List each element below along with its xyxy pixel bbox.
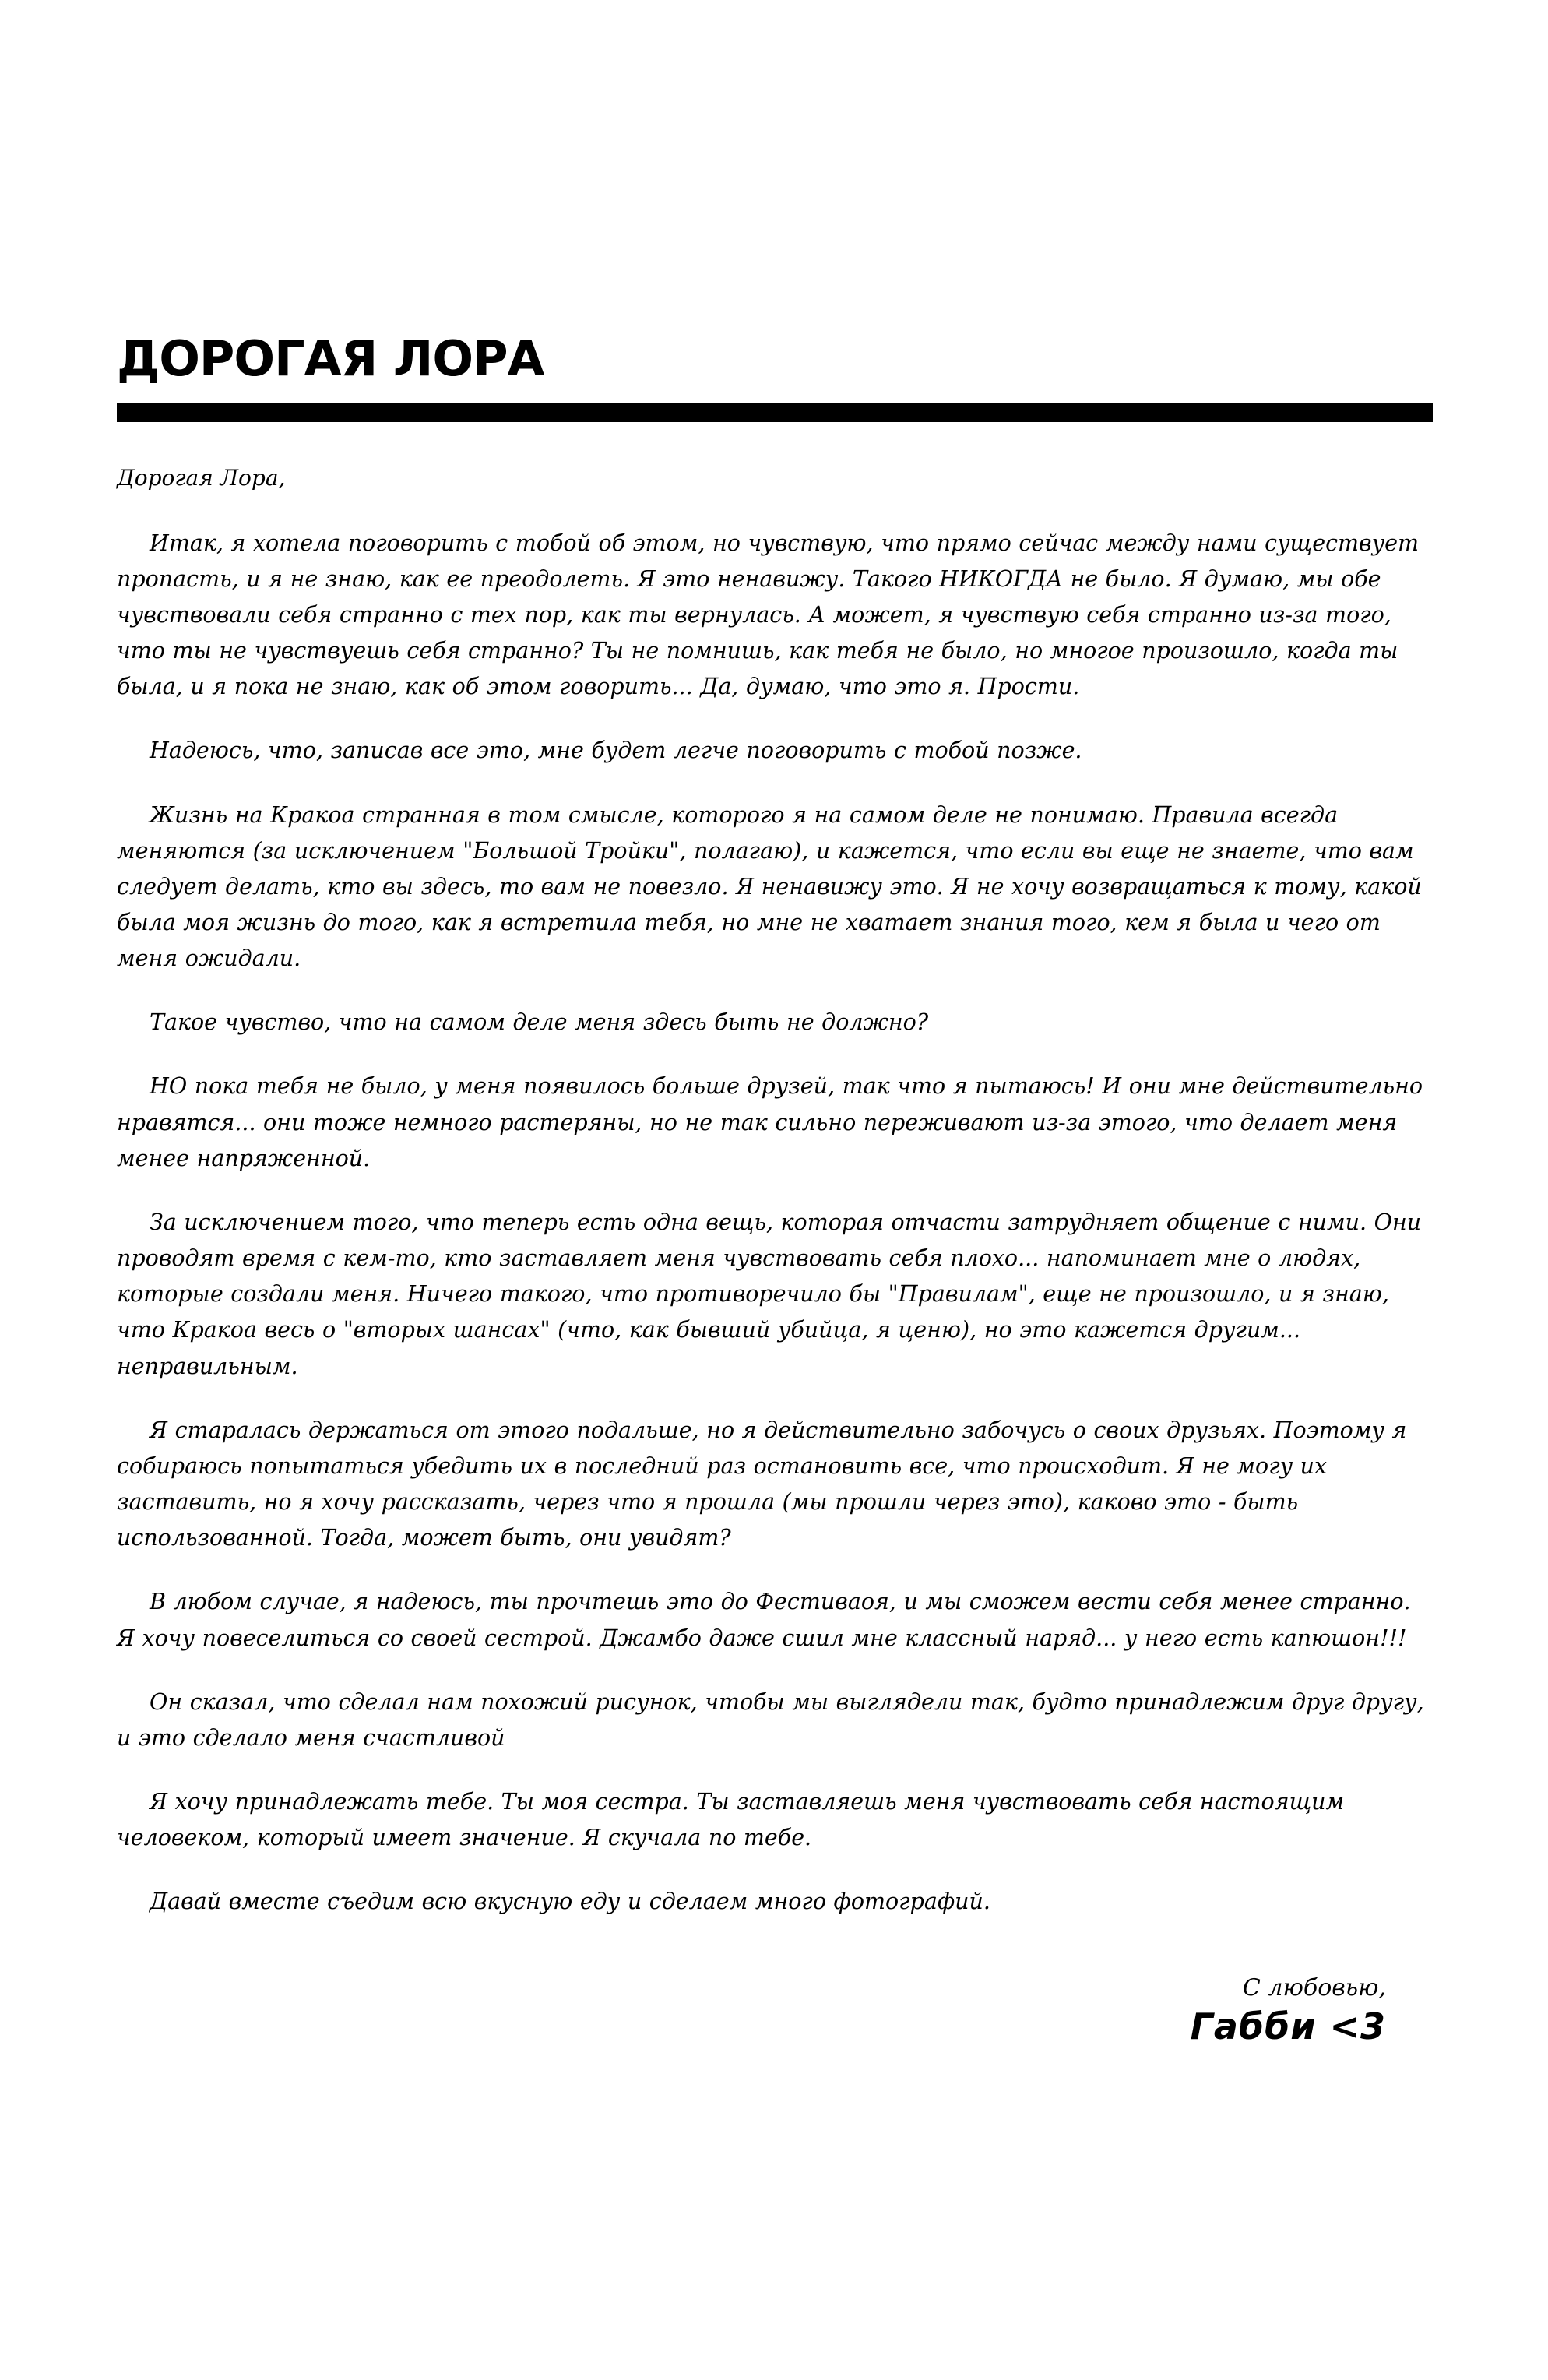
signoff-name: Габби <3 [1190, 2005, 1386, 2048]
letter-paragraph: Такое чувство, что на самом деле меня здесь быть не должно? [150, 1009, 929, 1036]
letter-paragraph: Жизнь на Кракоа странная в том смысле, которого я на самом деле не понимаю. Правила всегда меняются (за исключением "Большой Тройки", полагаю), и кажется, что если вы еще не знаете, что вам следует делать, кто вы здесь, то вам не повезло. Я ненавижу это. Я не хочу возвращаться к тому, какой была моя жизнь до того, как я встретила тебя, но мне не хватает знания того, кем я была и чего от меня ожидали. [117, 801, 1422, 972]
letter-paragraph: Надеюсь, что, записав все это, мне будет легче поговорить с тобой позже. [150, 738, 1082, 764]
title-divider [117, 403, 1433, 422]
page-title: ДОРОГАЯ ЛОРА [117, 330, 544, 387]
letter-paragraph: В любом случае, я надеюсь, ты прочтешь это до Фестиваоя, и мы сможем вести себя менее странно. Я хочу повеселиться со своей сестрой. Джамбо даже сшил мне классный наряд... у него есть капюшон!!! [117, 1589, 1411, 1651]
letter-content [117, 330, 1433, 2048]
signoff-closing: С любовью, [1242, 1974, 1386, 2002]
letter-signoff [117, 1974, 1433, 2047]
letter-paragraph: Я хочу принадлежать тебе. Ты моя сестра. Ты заставляешь меня чувствовать себя настоящим человеком, который имеет значение. Я скучала по тебе. [117, 1788, 1345, 1851]
letter-salutation: Дорогая Лора, [117, 465, 286, 491]
letter-paragraph: Итак, я хотела поговорить с тобой об этом, но чувствую, что прямо сейчас между нами существует пропасть, и я не знаю, как ее преодолеть. Я это ненавижу. Такого НИКОГДА не было. Я думаю, мы обе чувствовали себя странно с тех пор, как ты вернулась. А может, я чувствую себя странно из-за того, что ты не чувствуешь себя странно? Ты не помнишь, как тебя не было, но многое произошло, когда ты была, и я пока не знаю, как об этом говорить... Да, думаю, что это я. Прости. [117, 530, 1420, 700]
letter-paragraph: НО пока тебя не было, у меня появилось больше друзей, так что я пытаюсь! И они мне действительно нравятся... они тоже немного растеряны, но не так сильно переживают из-за этого, что делает меня менее напряженной. [117, 1073, 1423, 1171]
letter-paragraph: Я старалась держаться от этого подальше, но я действительно забочусь о своих друзьях. Поэтому я собираюсь попытаться убедить их в последний раз остановить все, что происходит. Я не могу их заставить, но я хочу рассказать, через что я прошла (мы прошли через это), каково это - быть использованной. Тогда, может быть, они увидят? [117, 1417, 1407, 1551]
letter-paragraph: За исключением того, что теперь есть одна вещь, которая отчасти затрудняет общение с ними. Они проводят время с кем-то, кто заставляет меня чувствовать себя плохо... напоминает мне о людях, которые создали меня. Ничего такого, что противоречило бы "Правилам", еще не произошло, и я знаю, что Кракоа весь о "вторых шансах" (что, как бывший убийца, я ценю), но это кажется другим... неправильным. [117, 1209, 1422, 1379]
letter-paragraph: Он сказал, что сделал нам похожий рисунок, чтобы мы выглядели так, будто принадлежим друг другу, и это сделало меня счастливой [117, 1688, 1424, 1751]
letter-paragraph: Давай вместе съедим всю вкусную еду и сделаем много фотографий. [150, 1889, 990, 1915]
